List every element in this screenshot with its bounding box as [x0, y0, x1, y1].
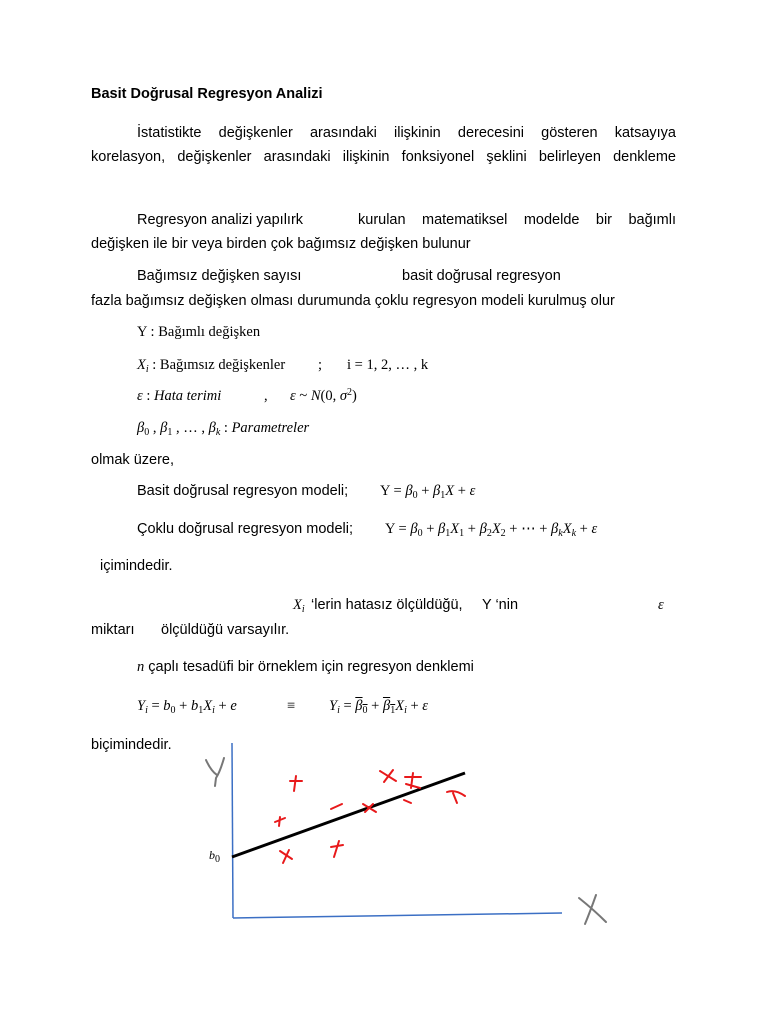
para2-line1a: Regresyon analizi yapılırk	[137, 212, 304, 228]
para3-line1b: basit doğrusal regresyon	[402, 268, 561, 284]
data-mark	[331, 841, 343, 857]
multi-model-label: Çoklu doğrusal regresyon modeli;	[137, 521, 353, 537]
epsilon-symbol: ε	[658, 597, 664, 613]
def-x-semicolon: ;	[318, 357, 323, 373]
assumption-line2b: ölçüldüğü varsayılır.	[161, 622, 290, 638]
def-x-index: i = 1, 2, … , k	[347, 357, 429, 373]
regression-line	[232, 773, 465, 857]
assumption-part1: ‘lerin hatasız ölçüldüğü,	[311, 597, 463, 613]
def-eps-dist: ε ~ N(0, $\sigma^2$)	[290, 387, 357, 404]
simple-model-label: Basit doğrusal regresyon modeli;	[137, 483, 349, 499]
data-mark	[380, 770, 396, 782]
data-mark	[331, 804, 342, 809]
def-y: Y : Bağımlı değişken	[137, 324, 261, 340]
y-axis	[232, 743, 233, 918]
olmak-uzere: olmak üzere,	[91, 452, 175, 468]
def-eps-comma: ,	[264, 388, 268, 404]
data-mark	[275, 817, 285, 826]
x-axis	[233, 913, 562, 918]
para3-line2: fazla bağımsız değişken olması durumunda çoklu regresyon modeli kurulmuş olur	[91, 293, 615, 309]
equivalence-symbol: ≡	[287, 698, 296, 714]
assumption-part2: Y ‘nin	[482, 597, 519, 613]
data-mark	[405, 773, 421, 788]
xi-symbol: $X_i$	[293, 597, 305, 615]
page-title: Basit Doğrusal Regresyon Analizi	[91, 86, 323, 102]
intercept-label: $b_0$	[209, 848, 220, 865]
para1-line1: İstatistikte değişkenler arasındaki ilişkinin derecesini gösteren katsayıya	[137, 125, 676, 141]
data-mark	[447, 791, 465, 803]
def-eps: ε : Hata terimi	[137, 388, 222, 404]
multi-model-equation: $Y = \beta_0 + \beta_1X_1 + \beta_2X_2$ + ⋯ + $\beta_kX_k + \varepsilon$	[385, 521, 598, 539]
para2-line1b: kurulan matematiksel modelde bir bağımlı	[358, 212, 676, 228]
bicimindedir: biçimindedir.	[91, 737, 172, 753]
simple-model-equation: $Y = \beta_0 + \beta_1X + \varepsilon$	[380, 483, 476, 501]
data-mark	[290, 776, 302, 791]
para1-line2: korelasyon, değişkenler arasındaki ilişkinin fonksiyonel şeklini belirleyen denkleme	[91, 149, 676, 165]
assumption-line2a: miktarı	[91, 622, 135, 638]
sample-line: n çaplı tesadüfi bir örneklem için regresyon denklemi	[137, 659, 474, 675]
def-x: $X_i$ : Bağımsız değişkenler	[137, 357, 286, 375]
sample-equation-right: $Y_i = \beta_0 + \beta_1X_i + \varepsilon$	[329, 698, 428, 716]
para2-line2: değişken ile bir veya birden çok bağımsız değişken bulunur	[91, 236, 471, 252]
y-axis-letter	[206, 758, 224, 786]
icimindedir: içimindedir.	[100, 558, 173, 574]
para3-line1a: Bağımsız değişken sayısı	[137, 268, 302, 284]
x-axis-letter	[579, 895, 606, 924]
sample-equation-left: $Y_i = b_0 + b_1X_i + e$	[137, 698, 237, 716]
data-mark	[280, 850, 292, 863]
data-mark	[404, 800, 411, 803]
def-beta: $\beta_0$ , $\beta_1$ , … , $\beta_k$ : Parametreler	[137, 420, 310, 438]
